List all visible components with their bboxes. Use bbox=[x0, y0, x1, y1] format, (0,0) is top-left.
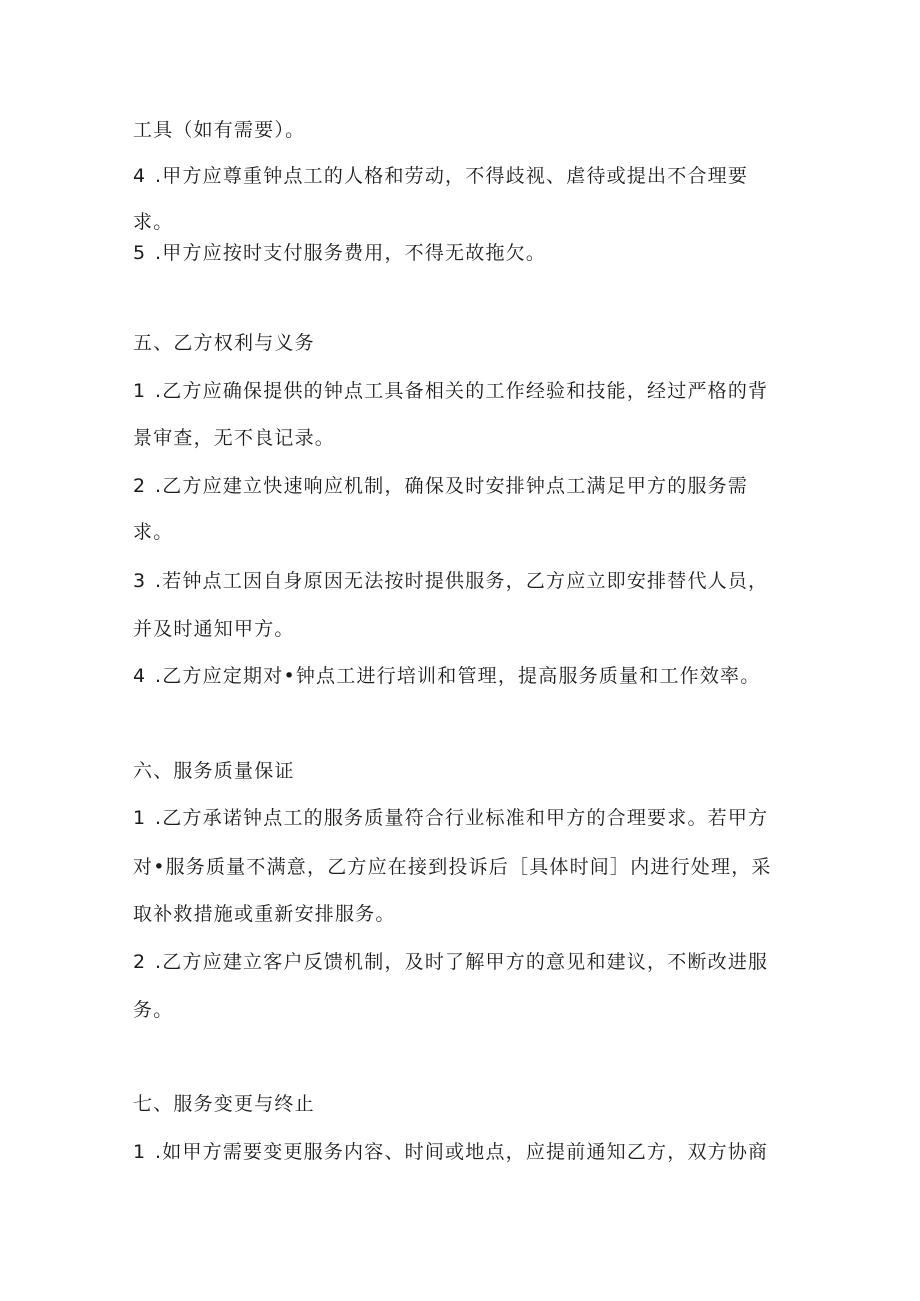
item-number: 1 bbox=[133, 807, 147, 829]
item-number: 1 bbox=[133, 1141, 147, 1163]
paragraph-line bbox=[133, 950, 793, 974]
line-text: .如甲方需要变更服务内容、时间或地点，应提前通知乙方，双方协商 bbox=[155, 1141, 769, 1163]
line-text: .乙方应建立客户反馈机制，及时了解甲方的意见和建议，不断改进服 bbox=[155, 951, 769, 973]
paragraph-line bbox=[133, 617, 793, 641]
paragraph-line bbox=[133, 1140, 793, 1164]
item-number: 2 bbox=[133, 951, 147, 973]
line-text: 取补救措施或重新安排服务。 bbox=[133, 903, 396, 925]
paragraph-line bbox=[133, 569, 793, 593]
line-text: .乙方承诺钟点工的服务质量符合行业标准和甲方的合理要求。若甲方 bbox=[155, 807, 769, 829]
section-heading: 七、服务变更与终止 bbox=[133, 1093, 315, 1115]
section-heading: 五、乙方权利与义务 bbox=[133, 332, 315, 354]
paragraph-line bbox=[133, 426, 793, 450]
paragraph-line bbox=[133, 164, 793, 188]
line-text: .乙方应确保提供的钟点工具备相关的工作经验和技能，经过严格的背 bbox=[155, 380, 769, 402]
paragraph-line bbox=[133, 855, 793, 879]
line-text: 景审查，无不良记录。 bbox=[133, 427, 336, 449]
paragraph-line bbox=[133, 998, 793, 1022]
item-number: 1 bbox=[133, 380, 147, 402]
paragraph-line bbox=[133, 806, 793, 830]
line-text: .甲方应按时支付服务费用，不得无故拖欠。 bbox=[155, 242, 547, 264]
line-text: .甲方应尊重钟点工的人格和劳动，不得歧视、虐待或提出不合理要 bbox=[155, 165, 749, 187]
item-number: 4 bbox=[133, 665, 147, 687]
line-text: 务。 bbox=[133, 999, 174, 1021]
line-text: .乙方应定期对•钟点工进行培训和管理，提高服务质量和工作效率。 bbox=[155, 665, 761, 687]
item-number: 4 bbox=[133, 165, 147, 187]
paragraph-line bbox=[133, 664, 793, 688]
paragraph-line bbox=[133, 520, 793, 544]
paragraph-line bbox=[133, 210, 793, 234]
line-text: 求。 bbox=[133, 211, 174, 233]
paragraph-line bbox=[133, 474, 793, 498]
paragraph-line bbox=[133, 241, 793, 265]
paragraph-line bbox=[133, 118, 793, 142]
item-number: 3 bbox=[133, 570, 147, 592]
line-text: .乙方应建立快速响应机制，确保及时安排钟点工满足甲方的服务需 bbox=[155, 475, 749, 497]
paragraph-line bbox=[133, 902, 793, 926]
line-text: 对•服务质量不满意，乙方应在接到投诉后［具体时间］内进行处理，采 bbox=[133, 856, 772, 878]
line-text: 并及时通知甲方。 bbox=[133, 618, 295, 640]
line-text: 工具（如有需要）。 bbox=[133, 119, 306, 141]
section-heading: 六、服务质量保证 bbox=[133, 760, 295, 782]
line-text: .若钟点工因自身原因无法按时提供服务，乙方应立即安排替代人员， bbox=[155, 570, 769, 592]
item-number: 2 bbox=[133, 475, 147, 497]
item-number: 5 bbox=[133, 242, 147, 264]
line-text: 求。 bbox=[133, 521, 174, 543]
paragraph-line bbox=[133, 379, 793, 403]
